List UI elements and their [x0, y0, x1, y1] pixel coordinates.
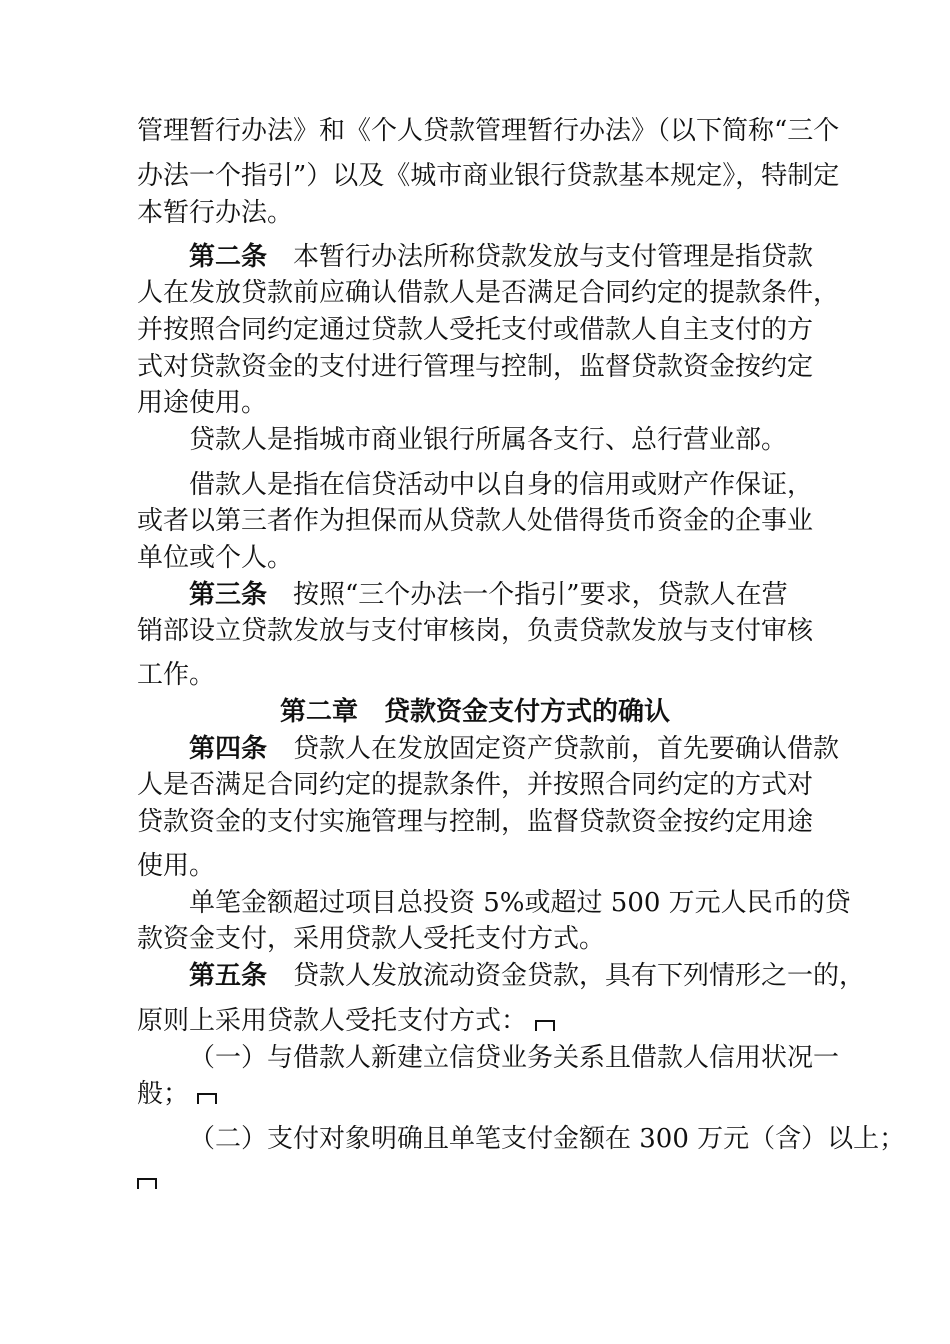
paragraph-text: 般；: [137, 1079, 190, 1109]
paragraph-mark-icon: [137, 1178, 157, 1189]
paragraph-line: 式对贷款资金的支付进行管理与控制，监督贷款资金按约定: [137, 352, 814, 382]
article-5-text: 贷款人发放流动资金贷款，具有下列情形之一的，: [293, 961, 866, 991]
paragraph-line: （一）与借款人新建立信贷业务关系且借款人信用状况一: [189, 1043, 840, 1073]
paragraph-line: 用途使用。: [137, 388, 268, 418]
paragraph-line: [137, 1077, 217, 1111]
article-2-text: 本暂行办法所称贷款发放与支付管理是指贷款: [293, 242, 814, 272]
paragraph-line: 管理暂行办法》和《个人贷款管理暂行办法》（以下简称“三个: [137, 116, 840, 146]
article-4-title: 第四条: [189, 734, 268, 764]
paragraph-line: 单位或个人。: [137, 543, 294, 573]
paragraph-line: 人是否满足合同约定的提款条件，并按照合同约定的方式对: [137, 770, 814, 800]
paragraph-line: 并按照合同约定通过贷款人受托支付或借款人自主支付的方: [137, 315, 814, 345]
paragraph-line: 办法一个指引”）以及《城市商业银行贷款基本规定》，特制定: [137, 161, 840, 191]
article-4-line: [189, 732, 839, 766]
paragraph-text: 原则上采用贷款人受托支付方式：: [137, 1006, 528, 1036]
paragraph-line: 本暂行办法。: [137, 198, 294, 228]
paragraph-line: （二）支付对象明确且单笔支付金额在 300 万元（含）以上；: [189, 1124, 906, 1154]
paragraph-line: 款资金支付，采用贷款人受托支付方式。: [137, 924, 606, 954]
paragraph-line: 或者以第三者作为担保而从贷款人处借得货币资金的企事业: [137, 506, 814, 536]
article-3-text: 按照“三个办法一个指引”要求，贷款人在营: [293, 580, 788, 610]
paragraph-line: 单笔金额超过项目总投资 5%或超过 500 万元人民币的贷: [189, 888, 851, 918]
article-5-title: 第五条: [189, 961, 268, 991]
chapter-heading: 第二章 贷款资金支付方式的确认: [279, 697, 670, 727]
paragraph-line: 使用。: [137, 851, 216, 881]
article-3-line: [189, 578, 788, 612]
paragraph-line: 贷款资金的支付实施管理与控制，监督贷款资金按约定用途: [137, 807, 814, 837]
paragraph-mark-icon: [197, 1093, 217, 1104]
article-2-title: 第二条: [189, 242, 268, 272]
paragraph-line: 工作。: [137, 660, 216, 690]
paragraph-line: [137, 1004, 555, 1038]
article-4-text: 贷款人在发放固定资产贷款前，首先要确认借款: [293, 734, 840, 764]
article-3-title: 第三条: [189, 580, 268, 610]
paragraph-line: 人在发放贷款前应确认借款人是否满足合同约定的提款条件，: [137, 278, 840, 308]
paragraph-line: 贷款人是指城市商业银行所属各支行、总行营业部。: [189, 425, 788, 455]
article-5-line: [189, 959, 865, 993]
paragraph-line: 借款人是指在信贷活动中以自身的信用或财产作保证，: [189, 470, 814, 500]
paragraph-line: 销部设立贷款发放与支付审核岗，负责贷款发放与支付审核: [137, 616, 814, 646]
article-2-line: [189, 240, 813, 274]
paragraph-mark-icon: [535, 1020, 555, 1031]
